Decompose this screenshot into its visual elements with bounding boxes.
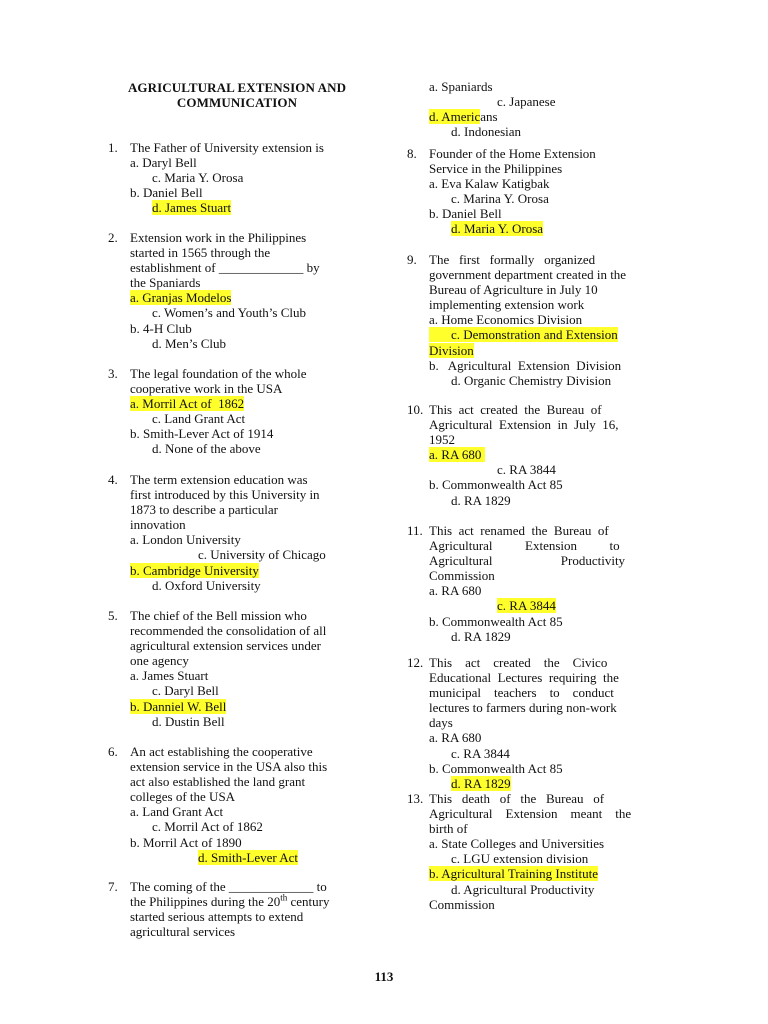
- option-c: c. University of Chicago: [198, 547, 326, 563]
- question-number: 8.: [407, 146, 417, 161]
- option-d-answer: d. Americans: [429, 109, 498, 125]
- option-c: c. Morril Act of 1862: [152, 819, 263, 835]
- question-11: [407, 523, 660, 644]
- question-stem: This act renamed the Bureau of: [429, 523, 609, 538]
- option-b: b. Agricultural Extension Division: [429, 357, 622, 373]
- option-c: c. Maria Y. Orosa: [152, 170, 244, 186]
- question-10: [407, 402, 660, 508]
- option-d-answer: d. Maria Y. Orosa: [451, 221, 544, 237]
- question-stem: This death of the Bureau of: [429, 791, 605, 806]
- question-1: [108, 140, 366, 215]
- option-d: d. Men’s Club: [152, 335, 227, 351]
- question-stem: days: [429, 715, 453, 731]
- question-stem: 1952: [429, 432, 455, 448]
- question-stem: Agricultural Extension meant the: [429, 806, 632, 822]
- option-c: c. Marina Y. Orosa: [451, 191, 549, 207]
- question-stem: Service in the Philippines: [429, 161, 563, 177]
- question-number: 1.: [108, 140, 118, 155]
- question-stem: extension service in the USA also this: [130, 759, 328, 775]
- option-d: d. Dustin Bell: [152, 713, 225, 729]
- question-stem: Agricultural Productivity: [429, 553, 626, 569]
- question-stem: 1873 to describe a particular: [130, 502, 278, 518]
- option-b-answer: b. Cambridge University: [130, 562, 259, 578]
- question-stem: the Spaniards: [130, 275, 201, 291]
- question-number: 2.: [108, 230, 118, 245]
- question-stem: the Philippines during the 20th century: [130, 892, 330, 910]
- option-b: b. Commonwealth Act 85: [429, 477, 563, 493]
- question-stem: Educational Lectures requiring the: [429, 670, 619, 686]
- option-c: c. Women’s and Youth’s Club: [152, 305, 307, 321]
- option-d-cont: Commission: [429, 896, 495, 912]
- question-4: [108, 472, 366, 593]
- question-stem: Agricultural Extension in July 16,: [429, 417, 619, 433]
- option-d: d. Indonesian: [451, 124, 522, 140]
- option-a-answer: a. Morril Act of 1862: [130, 396, 245, 412]
- question-stem: cooperative work in the USA: [130, 381, 283, 397]
- question-13: [407, 791, 660, 912]
- option-b: b. Daniel Bell: [429, 206, 502, 222]
- question-7-options: [407, 79, 660, 139]
- question-stem: The first formally organized: [429, 252, 596, 267]
- question-stem: The term extension education was: [130, 472, 308, 487]
- option-c: c. Land Grant Act: [152, 411, 246, 427]
- option-d: d. RA 1829: [451, 492, 511, 508]
- option-d-answer: d. Smith-Lever Act: [198, 849, 299, 865]
- question-7: [108, 879, 366, 939]
- question-stem: The Father of University extension is: [130, 140, 324, 155]
- option-b: b. 4-H Club: [130, 320, 192, 336]
- question-number: 4.: [108, 472, 118, 487]
- question-stem: colleges of the USA: [130, 789, 236, 805]
- option-d: d. RA 1829: [451, 628, 511, 644]
- question-stem: started serious attempts to extend: [130, 909, 304, 925]
- option-d: d. Organic Chemistry Division: [451, 372, 612, 388]
- question-number: 9.: [407, 252, 417, 267]
- option-c-answer-cont: Division: [429, 342, 474, 358]
- option-a: a. Eva Kalaw Katigbak: [429, 176, 550, 192]
- question-number: 13.: [407, 791, 424, 806]
- question-stem: recommended the consolidation of all: [130, 623, 327, 639]
- option-a: a. Home Economics Division: [429, 312, 583, 328]
- option-a: a. RA 680: [429, 730, 482, 746]
- title-line-2: COMMUNICATION: [176, 95, 298, 110]
- title-line-1: AGRICULTURAL EXTENSION AND: [127, 80, 347, 95]
- option-d: d. None of the above: [152, 441, 261, 457]
- option-a: a. Spaniards: [429, 79, 493, 94]
- question-5: [108, 608, 366, 729]
- page-number: 113: [374, 969, 394, 984]
- option-a: a. Daryl Bell: [130, 155, 197, 171]
- option-a-answer: a. Granjas Modelos: [130, 290, 232, 306]
- option-d-answer: d. RA 1829: [451, 775, 511, 791]
- question-number: 7.: [108, 879, 118, 894]
- page-title: [108, 80, 366, 110]
- question-number: 3.: [108, 366, 118, 381]
- question-stem: one agency: [130, 653, 189, 669]
- question-stem: lectures to farmers during non-work: [429, 700, 617, 716]
- question-number: 11.: [407, 523, 423, 538]
- question-number: 6.: [108, 744, 118, 759]
- option-a: a. James Stuart: [130, 668, 209, 684]
- question-stem: Founder of the Home Extension: [429, 146, 596, 161]
- question-stem: Agricultural Extension to: [429, 538, 620, 554]
- question-stem: The chief of the Bell mission who: [130, 608, 307, 623]
- question-3: [108, 366, 366, 457]
- question-stem: The legal foundation of the whole: [130, 366, 307, 381]
- option-a: a. State Colleges and Universities: [429, 836, 605, 852]
- question-2: [108, 230, 366, 351]
- option-c: c. LGU extension division: [451, 851, 589, 867]
- question-stem: Bureau of Agriculture in July 10: [429, 282, 598, 298]
- option-c: c. Japanese: [497, 94, 556, 110]
- question-stem: Extension work in the Philippines: [130, 230, 307, 245]
- question-stem: government department created in the: [429, 267, 627, 283]
- question-stem: Commission: [429, 568, 495, 584]
- option-c: c. RA 3844: [451, 745, 510, 761]
- question-number: 5.: [108, 608, 118, 623]
- question-stem: municipal teachers to conduct: [429, 685, 614, 701]
- option-d: d. Agricultural Productivity: [451, 881, 595, 897]
- question-stem: first introduced by this University in: [130, 487, 320, 503]
- option-b-answer: b. Agricultural Training Institute: [429, 866, 598, 882]
- question-8: [407, 146, 660, 237]
- option-a: a. Land Grant Act: [130, 804, 224, 820]
- option-d: d. Oxford University: [152, 577, 261, 593]
- option-c: c. Daryl Bell: [152, 683, 219, 699]
- question-stem: birth of: [429, 821, 468, 837]
- option-a: a. RA 680: [429, 583, 482, 599]
- question-stem: implementing extension work: [429, 297, 585, 313]
- question-number: 10.: [407, 402, 424, 417]
- option-a: a. London University: [130, 532, 241, 548]
- option-b-answer: b. Danniel W. Bell: [130, 698, 227, 714]
- question-stem: agricultural services: [130, 924, 236, 940]
- option-d-answer: d. James Stuart: [152, 200, 232, 216]
- option-c-answer: c. Demonstration and Extension: [429, 327, 660, 342]
- question-stem: started in 1565 through the: [130, 245, 271, 261]
- question-stem: act also established the land grant: [130, 774, 306, 790]
- question-stem: This act created the Civico: [429, 655, 608, 670]
- question-stem: establishment of _____________ by: [130, 260, 320, 276]
- question-stem: An act establishing the cooperative: [130, 744, 313, 759]
- option-b: b. Commonwealth Act 85: [429, 760, 563, 776]
- option-b: b. Commonwealth Act 85: [429, 613, 563, 629]
- question-6: [108, 744, 366, 865]
- question-stem: innovation: [130, 517, 186, 533]
- option-a-answer: a. RA 680: [429, 447, 485, 463]
- question-stem: This act created the Bureau of: [429, 402, 602, 417]
- question-number: 12.: [407, 655, 424, 670]
- option-b: b. Smith-Lever Act of 1914: [130, 426, 274, 442]
- option-b: b. Morril Act of 1890: [130, 834, 242, 850]
- question-9: [407, 252, 660, 388]
- option-c-answer: c. RA 3844: [497, 598, 556, 614]
- option-b: b. Daniel Bell: [130, 185, 203, 201]
- option-c: c. RA 3844: [497, 462, 556, 478]
- question-stem: agricultural extension services under: [130, 638, 321, 654]
- question-stem: The coming of the _____________ to: [130, 879, 327, 894]
- question-12: [407, 655, 660, 791]
